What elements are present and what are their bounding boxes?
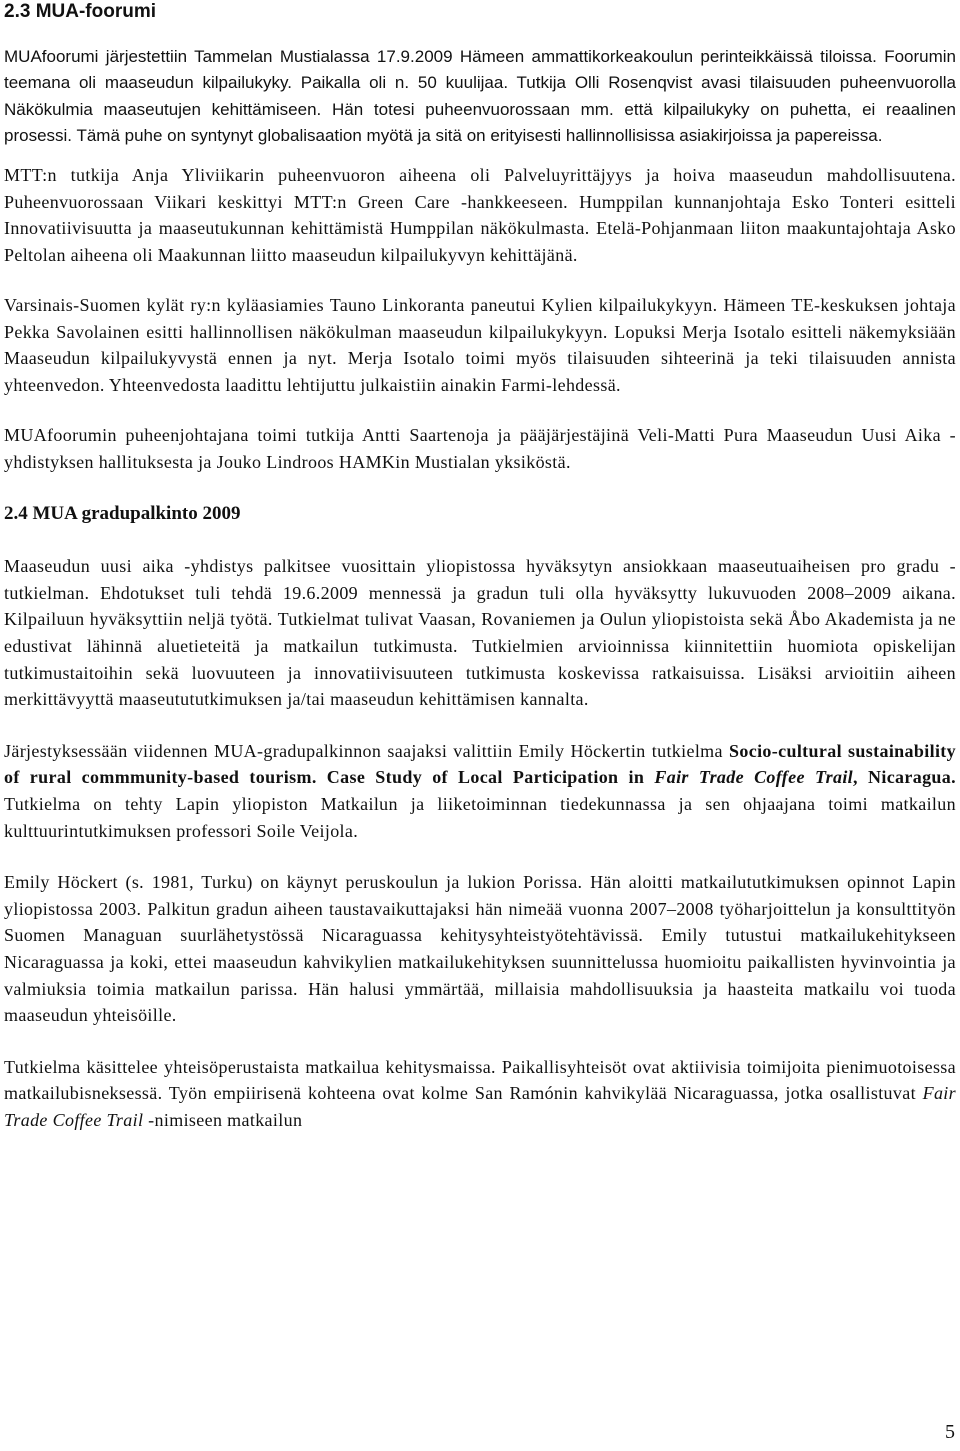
paragraph-forum-organizers: MUAfoorumin puheenjohtajana toimi tutkija Antti Saartenoja ja pääjärjestäjinä Veli-Matti Pura Maaseudun Uusi Aika -yhdistyksen hallituksesta ja Jouko Lindroos HAMKin Mustialan yksiköstä.	[4, 425, 956, 472]
winner-text-intro: Järjestyksessään viidennen MUA-gradupalkinnon saajaksi valittiin Emily Höckertin tutkielma	[4, 740, 730, 761]
paragraph-winner-bio: Emily Höckert (s. 1981, Turku) on käynyt peruskoulun ja lukion Porissa. Hän aloitti matkailututkimuksen opinnot Lapin yliopistossa 2003. Palkitun gradun aiheen taustavaikuttajaksi hän nimeää vuonna 2007–2008 työharjoittelun ja konsulttityön Suomen Managuan suurlähetystössä Nicaraguassa kehitysyhteistyötehtävissä. Emily tutustui matkailukehitykseen Nicaraguassa ja koki, ettei maaseudun kahvikylien matkailukehityksen suunnittelussa huomioitu paikallisten hyvinvointia ja valmiuksia toimia matkailun parissa. Hän halusi ymmärtää, millaisia mahdollisuuksia ja haasteita matkailu voi tuoda maaseudun yhteisöille.	[4, 872, 956, 1026]
paragraph-mua-foorumi-intro: MUAfoorumi järjestettiin Tammelan Mustialassa 17.9.2009 Hämeen ammattikorkeakoulun perinteikkäissä tiloissa. Foorumin teemana oli maaseudun kilpailukyky. Paikalla oli n. 50 kuulijaa. Tutkija Olli Rosenqvist avasi tilaisuuden puheenvuorolla Näkökulmia maaseutujen kehittämiseen. Hän totesi puheenvuorossaan mm. että kilpailukyky on puhetta, ei reaalinen prosessi. Tämä puhe on syntynyt globalisaation myötä ja sitä on erityisesti hallinnollisissa asiakirjoissa ja papereissa.	[4, 47, 956, 145]
document-page	[4, 0, 956, 1133]
paragraph-mtt-speakers: MTT:n tutkija Anja Yliviikarin puheenvuoron aiheena oli Palveluyrittäjyys ja hoiva maaseudun mahdollisuutena. Puheenvuorossaan Viikari keskittyi MTT:n Green Care -hankkeeseen. Humppilan kunnanjohtaja Esko Tonteri esitteli Innovatiivisuutta ja maaseutukunnan kehittämistä Humppilan näkökulmasta. Etelä-Pohjanmaan liiton maakuntajohtaja Asko Peltolan aiheena oli Maakunnan liitto maaseudun kilpailukyvyn kehittäjänä.	[4, 165, 956, 265]
page-number: 5	[945, 1421, 955, 1443]
thesis-title-italic: Fair Trade Coffee Trail	[654, 767, 854, 788]
paragraph-village-speakers: Varsinais-Suomen kylät ry:n kyläasiamies Tauno Linkoranta paneutui Kylien kilpailukykyyn. Hämeen TE-keskuksen johtaja Pekka Savolainen esitti hallinnollisen näkökulman maaseudun kilpailukykyyn. Lopuksi Merja Isotalo esitteli näkemyksiään Maaseudun kilpailukyvystä ennen ja nyt. Merja Isotalo toimi myös tilaisuuden sihteerinä ja teki tilaisuuden annista yhteenvedon. Yhteenvedosta laadittu lehtijuttu julkaistiin ainakin Farmi-lehdessä.	[4, 295, 956, 395]
paragraph-prize-winner	[4, 738, 956, 844]
paragraph-thesis-summary: Tutkielma käsittelee yhteisöperustaista matkailua kehitysmaissa. Paikallisyhteisöt ovat aktiivisia toimijoita pienimuotoisessa matkailubisneksessä. Työn empiirisenä kohteena ovat kolme San Ramónin kahvikylää Nicaraguassa, jotka osallistuvat Fair Trade Coffee Trail -nimiseen matkailun	[4, 1056, 956, 1130]
winner-text-outro: Tutkielma on tehty Lapin yliopiston Matkailun ja liiketoiminnan tiedekunnassa ja sen ohjaajana toimi matkailun kulttuurintutkimuksen professori Soile Veijola.	[4, 793, 956, 841]
thesis-title: Socio-cultural sustainability of rural commmunity-based tourism. Case Study of Local Participation in Fair Trade Coffee Trail, Nicaragua.	[4, 740, 956, 788]
paragraph-gradu-prize-intro: Maaseudun uusi aika -yhdistys palkitsee vuosittain yliopistossa hyväksytyn ansiokkaan maaseutuaiheisen pro gradu -tutkielman. Ehdotukset tuli tehdä 19.6.2009 mennessä ja gradun tuli olla hyväksytty lukuvuoden 2008–2009 aikana. Kilpailuun hyväksyttiin neljä työtä. Tutkielmat tulivat Vaasan, Rovaniemen ja Oulun yliopistoista sekä Åbo Akademista ja ne edustivat lähinnä aluetieteitä ja matkailun tutkimusta. Tutkielmien arvioinnissa kiinnitettiin huomiota opiskelijan tutkimustaitoihin sekä luovuuteen ja innovatiivisuuteen tutkimusta koskevissa ratkaisuissa. Lisäksi arvioitiin aiheen merkittävyyttä maaseutututkimuksen ja/tai maaseudun kehittämisen kannalta.	[4, 556, 956, 710]
section-heading-2-4: 2.4 MUA gradupalkinto 2009	[4, 503, 241, 525]
section-heading-2-3: 2.3 MUA-foorumi	[4, 1, 156, 22]
coffee-trail-italic: Fair Trade Coffee Trail	[4, 1083, 956, 1130]
spacer	[4, 23, 956, 44]
